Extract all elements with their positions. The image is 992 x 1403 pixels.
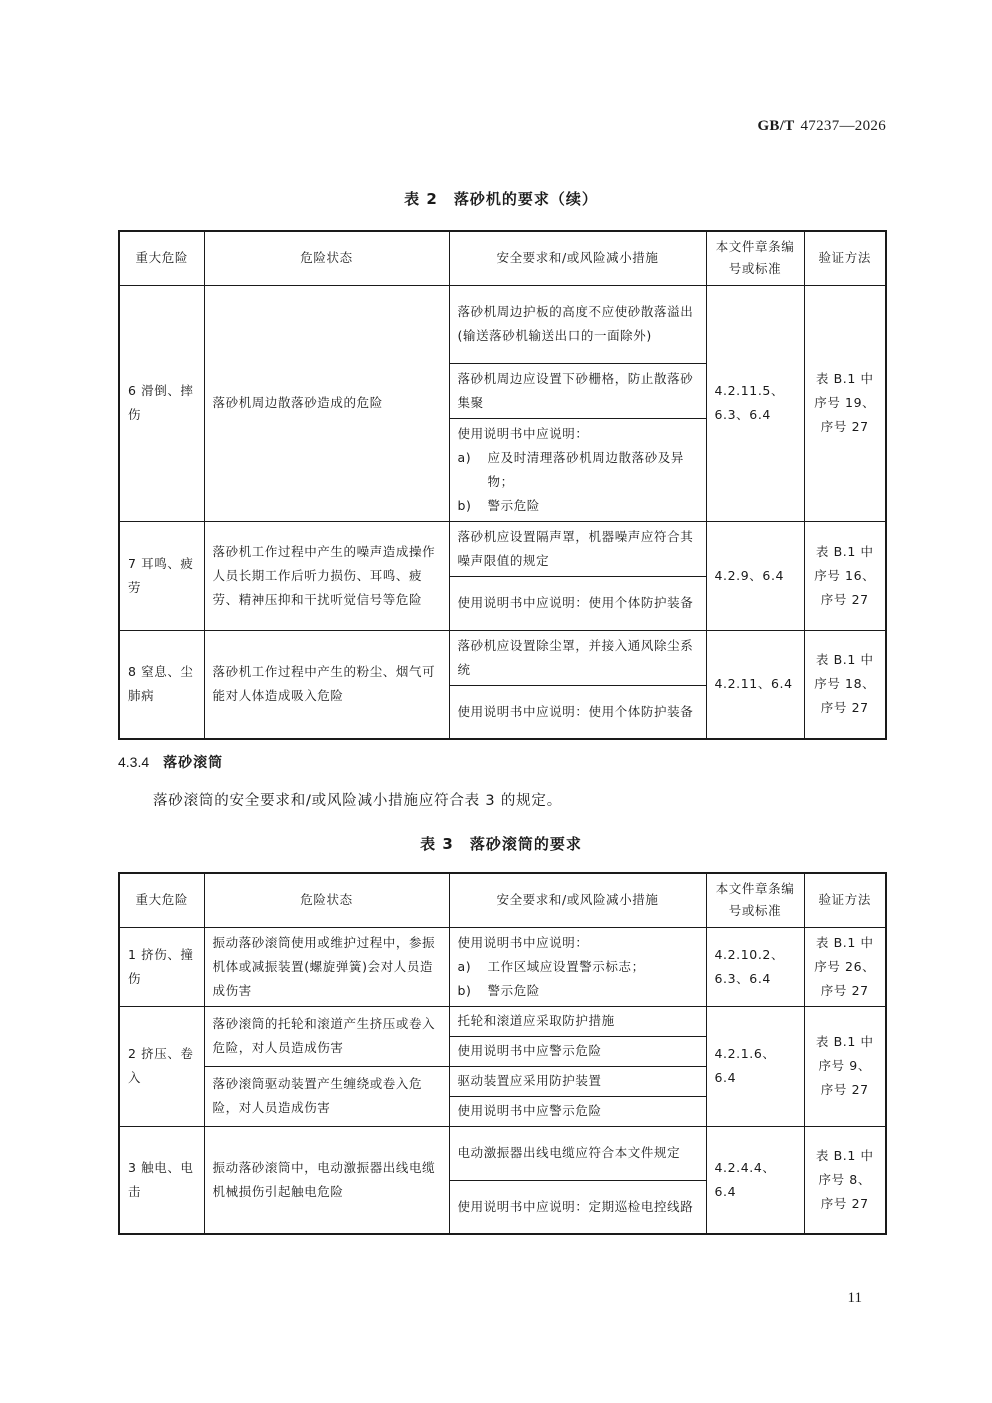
hazard-cell: 7 耳鸣、疲劳 — [119, 521, 204, 630]
state-cell: 振动落砂滚筒中，电动激振器出线电缆机械损伤引起触电危险 — [204, 1126, 449, 1234]
measure-cell: 使用说明书中应说明：定期巡检电控线路 — [449, 1180, 706, 1234]
standard-code — [757, 118, 886, 135]
table-row — [119, 285, 886, 363]
measure-cell: 落砂机周边应设置下砂栅格，防止散落砂集聚 — [449, 363, 706, 418]
state-cell: 落砂机周边散落砂造成的危险 — [204, 285, 449, 521]
list-text: 警示危险 — [487, 497, 540, 513]
clause-cell: 4.2.11、6.4 — [706, 630, 804, 739]
table2-caption: 表 2 落砂机的要求（续） — [404, 190, 598, 208]
verify-cell: 表 B.1 中序号 18、序号 27 — [804, 630, 886, 739]
verify-cell: 表 B.1 中序号 9、序号 27 — [804, 1006, 886, 1126]
state-cell: 落砂机工作过程中产生的噪声造成操作人员长期工作后听力损伤、耳鸣、疲劳、精神压抑和干扰听觉信号等危险 — [204, 521, 449, 630]
list-text: 警示危险 — [487, 982, 540, 998]
verify-cell: 表 B.1 中序号 19、序号 27 — [804, 285, 886, 521]
section-paragraph: 落砂滚筒的安全要求和/或风险减小措施应符合表 3 的规定。 — [153, 793, 563, 809]
state-cell: 振动落砂滚筒使用或维护过程中，参振机体或减振装置(螺旋弹簧)会对人员造成伤害 — [204, 927, 449, 1006]
measure-cell: 使用说明书中应说明：使用个体防护装备 — [449, 685, 706, 739]
verify-cell: 表 B.1 中序号 26、序号 27 — [804, 927, 886, 1006]
col-header-hazard: 重大危险 — [119, 873, 204, 927]
clause-cell: 4.2.1.6、6.4 — [706, 1006, 804, 1126]
hazard-cell: 6 滑倒、摔伤 — [119, 285, 204, 521]
hazard-cell: 2 挤压、卷入 — [119, 1006, 204, 1126]
measure-cell: 使用说明书中应警示危险 — [449, 1096, 706, 1126]
list-item — [458, 446, 698, 494]
list-marker: a) — [457, 958, 472, 974]
standard-prefix: GB/T — [757, 118, 795, 134]
table2-header-row — [119, 231, 886, 285]
verify-cell: 表 B.1 中序号 8、序号 27 — [804, 1126, 886, 1234]
clause-cell: 4.2.11.5、6.3、6.4 — [706, 285, 804, 521]
list-text: 应及时清理落砂机周边散落砂及异物； — [487, 449, 685, 489]
list-item — [458, 979, 698, 1003]
col-header-clause: 本文件章条编号或标准 — [706, 873, 804, 927]
hazard-cell: 1 挤伤、撞伤 — [119, 927, 204, 1006]
table-row — [119, 630, 886, 685]
measure-cell: 驱动装置应采用防护装置 — [449, 1066, 706, 1096]
clause-cell: 4.2.4.4、6.4 — [706, 1126, 804, 1234]
page-number: 11 — [847, 1290, 862, 1306]
col-header-state: 危险状态 — [204, 231, 449, 285]
table-row — [119, 1126, 886, 1180]
measure-cell: 托轮和滚道应采取防护措施 — [449, 1006, 706, 1036]
col-header-state: 危险状态 — [204, 873, 449, 927]
section-number: 4.3.4 — [118, 754, 150, 770]
state-cell: 落砂滚筒的托轮和滚道产生挤压或卷入危险，对人员造成伤害 — [204, 1006, 449, 1066]
measure-cell — [449, 418, 706, 521]
measure-intro: 使用说明书中应说明： — [457, 934, 589, 950]
col-header-measures: 安全要求和/或风险减小措施 — [449, 231, 706, 285]
state-cell: 落砂滚筒驱动装置产生缠绕或卷入危险，对人员造成伤害 — [204, 1066, 449, 1126]
measure-cell: 电动激振器出线电缆应符合本文件规定 — [449, 1126, 706, 1180]
hazard-cell: 3 触电、电击 — [119, 1126, 204, 1234]
table-row — [119, 927, 886, 1006]
section-title: 落砂滚筒 — [163, 755, 224, 771]
list-item — [458, 955, 698, 979]
table2 — [118, 230, 887, 740]
state-cell: 落砂机工作过程中产生的粉尘、烟气可能对人体造成吸入危险 — [204, 630, 449, 739]
clause-cell: 4.2.9、6.4 — [706, 521, 804, 630]
verify-cell: 表 B.1 中序号 16、序号 27 — [804, 521, 886, 630]
section-heading — [118, 752, 223, 772]
list-item — [458, 494, 698, 518]
standard-number: 47237—2026 — [800, 118, 886, 134]
table3 — [118, 872, 887, 1235]
table-row — [119, 1006, 886, 1036]
measure-cell: 落砂机应设置除尘罩，并接入通风除尘系统 — [449, 630, 706, 685]
table3-caption: 表 3 落砂滚筒的要求 — [420, 835, 582, 853]
col-header-verify: 验证方法 — [804, 231, 886, 285]
list-marker: b) — [457, 497, 472, 513]
measure-cell — [449, 927, 706, 1006]
list-marker: b) — [457, 982, 472, 998]
col-header-measures: 安全要求和/或风险减小措施 — [449, 873, 706, 927]
col-header-verify: 验证方法 — [804, 873, 886, 927]
table-row — [119, 521, 886, 576]
list-text: 工作区域应设置警示标志； — [487, 958, 645, 974]
col-header-hazard: 重大危险 — [119, 231, 204, 285]
measure-intro: 使用说明书中应说明： — [457, 425, 589, 441]
measure-cell: 使用说明书中应警示危险 — [449, 1036, 706, 1066]
col-header-clause: 本文件章条编号或标准 — [706, 231, 804, 285]
table3-header-row — [119, 873, 886, 927]
measure-cell: 使用说明书中应说明：使用个体防护装备 — [449, 576, 706, 630]
measure-cell: 落砂机周边护板的高度不应使砂散落溢出(输送落砂机输送出口的一面除外) — [449, 285, 706, 363]
hazard-cell: 8 窒息、尘肺病 — [119, 630, 204, 739]
measure-cell: 落砂机应设置隔声罩，机器噪声应符合其噪声限值的规定 — [449, 521, 706, 576]
list-marker: a) — [457, 449, 472, 465]
clause-cell: 4.2.10.2、6.3、6.4 — [706, 927, 804, 1006]
